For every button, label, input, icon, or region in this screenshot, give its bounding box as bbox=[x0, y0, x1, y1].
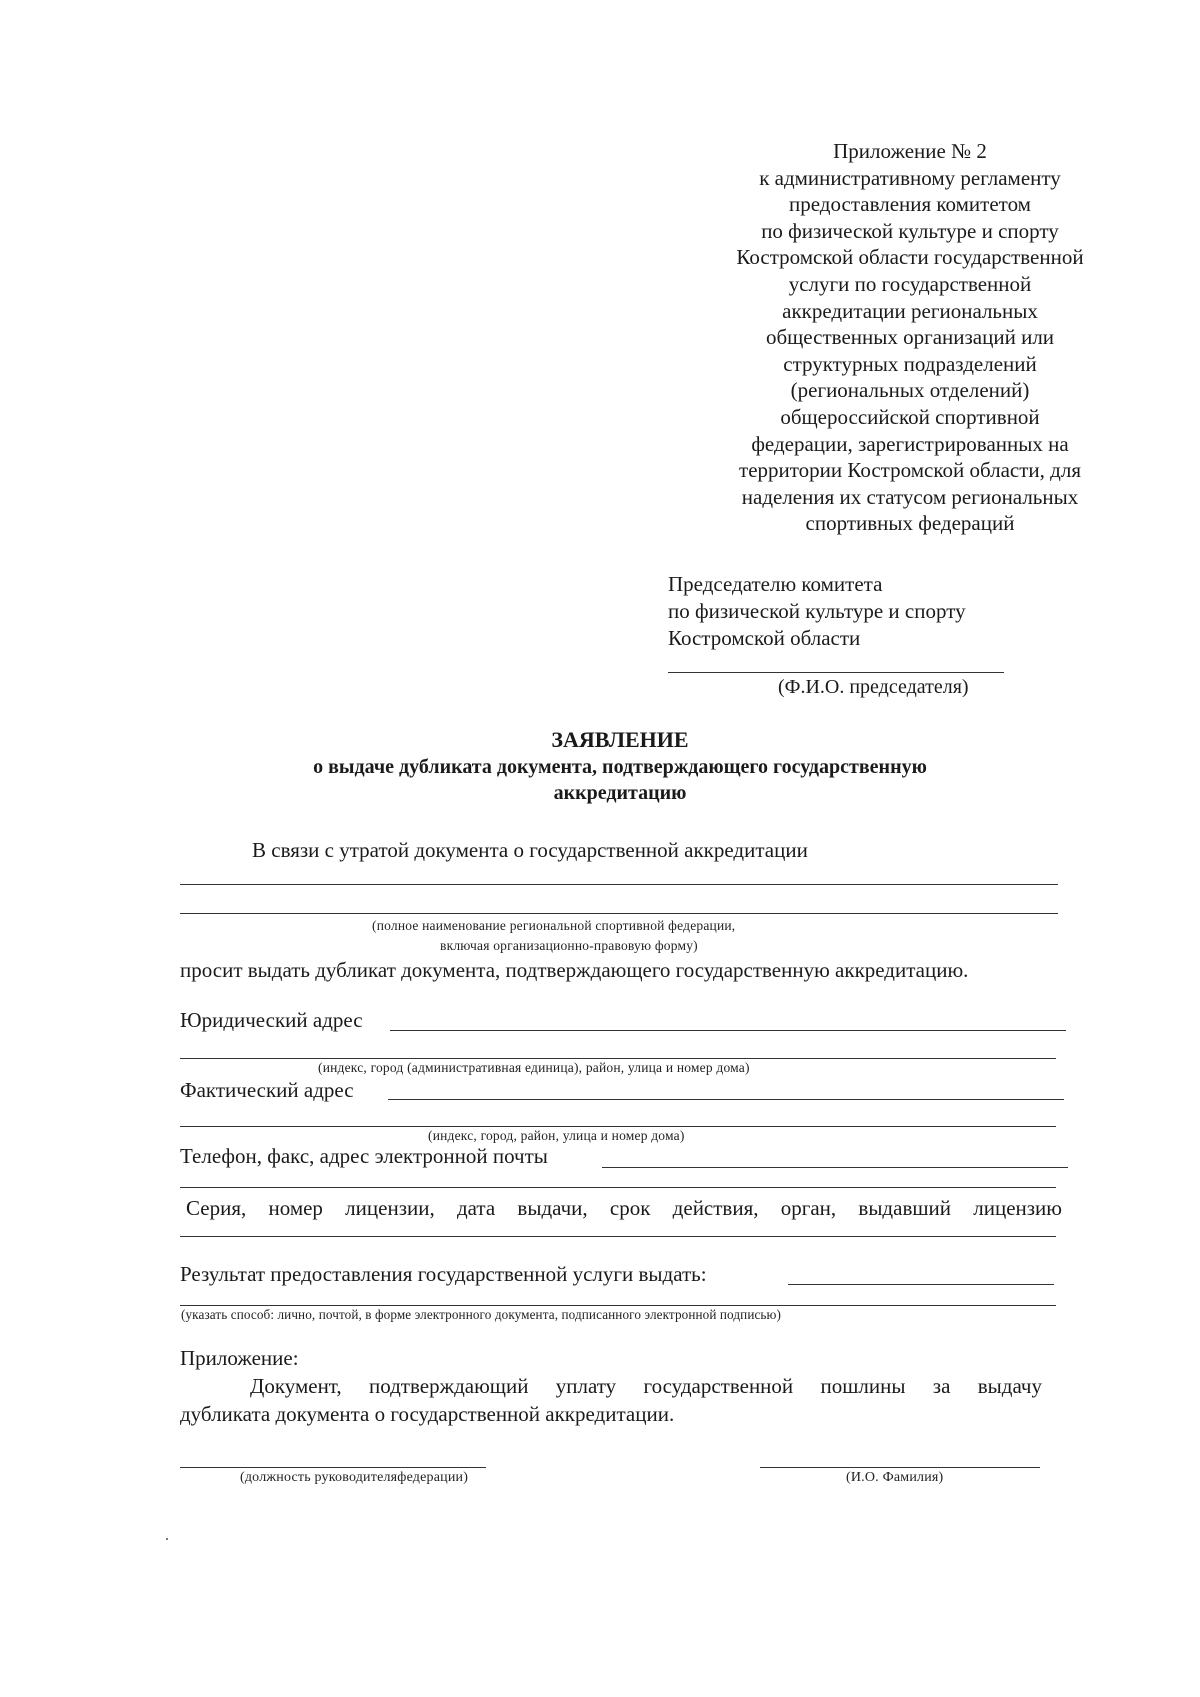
contacts-field-2 bbox=[180, 1187, 1056, 1188]
appendix-block bbox=[690, 138, 1130, 537]
addressee-block bbox=[668, 571, 1088, 652]
appendix-line: к административному регламенту bbox=[759, 165, 1061, 190]
addressee-line: Председателю комитета bbox=[668, 572, 883, 596]
chairman-caption: (Ф.И.О. председателя) bbox=[778, 676, 969, 698]
attachment-text-line2: дубликата документа о государственной аккредитации. bbox=[180, 1402, 675, 1426]
actual-address-caption: (индекс, город, район, улица и номер дома) bbox=[428, 1128, 685, 1143]
legal-address-caption: (индекс, город (административная единица), район, улица и номер дома) bbox=[318, 1060, 750, 1075]
appendix-line: структурных подразделений bbox=[783, 351, 1037, 376]
position-signature-line bbox=[180, 1467, 486, 1468]
appendix-line: аккредитации региональных bbox=[782, 298, 1038, 323]
scan-speck bbox=[166, 1538, 168, 1540]
appendix-line: наделения их статусом региональных bbox=[741, 484, 1079, 509]
document-title: ЗАЯВЛЕНИЕ bbox=[551, 727, 689, 752]
appendix-line: Костромской области государственной bbox=[736, 245, 1084, 270]
appendix-line: общероссийской спортивной bbox=[780, 404, 1040, 429]
appendix-line: по физической культуре и спорту bbox=[761, 218, 1059, 243]
document-subtitle-line1: о выдаче дубликата документа, подтверждающего государственную bbox=[313, 756, 927, 778]
license-label: Серия, номер лицензии, дата выдачи, срок действия, орган, выдавший лицензию bbox=[186, 1196, 1062, 1220]
org-name-caption-1: (полное наименование региональной спортивной федерации, bbox=[372, 918, 736, 933]
name-caption: (И.О. Фамилия) bbox=[846, 1470, 944, 1485]
legal-address-field-2 bbox=[180, 1058, 1056, 1059]
actual-address-label: Фактический адрес bbox=[180, 1078, 354, 1102]
appendix-line: услуги по государственной bbox=[788, 271, 1032, 296]
request-text: просит выдать дубликат документа, подтверждающего государственную аккредитацию. bbox=[180, 958, 969, 982]
license-field bbox=[180, 1236, 1056, 1237]
appendix-line: предоставления комитетом bbox=[789, 192, 1031, 217]
org-name-caption-2: включая организационно-правовую форму) bbox=[440, 938, 698, 953]
appendix-line: (региональных отделений) bbox=[790, 378, 1030, 403]
addressee-line: по физической культуре и спорту bbox=[668, 599, 966, 623]
chairman-name-line bbox=[668, 672, 1004, 673]
contacts-field bbox=[602, 1167, 1068, 1168]
appendix-line: территории Костромской области, для bbox=[739, 458, 1081, 483]
actual-address-field bbox=[388, 1099, 1064, 1100]
result-field-2 bbox=[180, 1305, 1056, 1306]
contacts-label: Телефон, факс, адрес электронной почты bbox=[180, 1144, 548, 1168]
result-label: Результат предоставления государственной услуги выдать: bbox=[180, 1262, 707, 1286]
appendix-line: спортивных федераций bbox=[805, 511, 1015, 536]
appendix-line: общественных организаций или bbox=[765, 325, 1055, 350]
org-name-line-2 bbox=[180, 913, 1058, 914]
attachment-text-line1: Документ, подтверждающий уплату государственной пошлины за выдачу bbox=[250, 1374, 1042, 1398]
org-name-line-1 bbox=[180, 884, 1058, 885]
appendix-line: Приложение № 2 bbox=[833, 139, 987, 163]
addressee-line: Костромской области bbox=[668, 626, 861, 650]
appendix-line: федерации, зарегистрированных на bbox=[751, 431, 1069, 456]
position-caption: (должность руководителяфедерации) bbox=[240, 1470, 469, 1485]
result-field bbox=[788, 1284, 1054, 1285]
result-caption: (указать способ: лично, почтой, в форме электронного документа, подписанного электронной подписью) bbox=[181, 1307, 781, 1322]
document-subtitle-line2: аккредитацию bbox=[553, 782, 687, 804]
legal-address-label: Юридический адрес bbox=[180, 1008, 363, 1032]
attachment-heading: Приложение: bbox=[180, 1346, 299, 1370]
loss-statement: В связи с утратой документа о государственной аккредитации bbox=[252, 838, 808, 862]
actual-address-field-2 bbox=[180, 1126, 1056, 1127]
legal-address-field bbox=[390, 1030, 1066, 1031]
name-signature-line bbox=[760, 1467, 1040, 1468]
